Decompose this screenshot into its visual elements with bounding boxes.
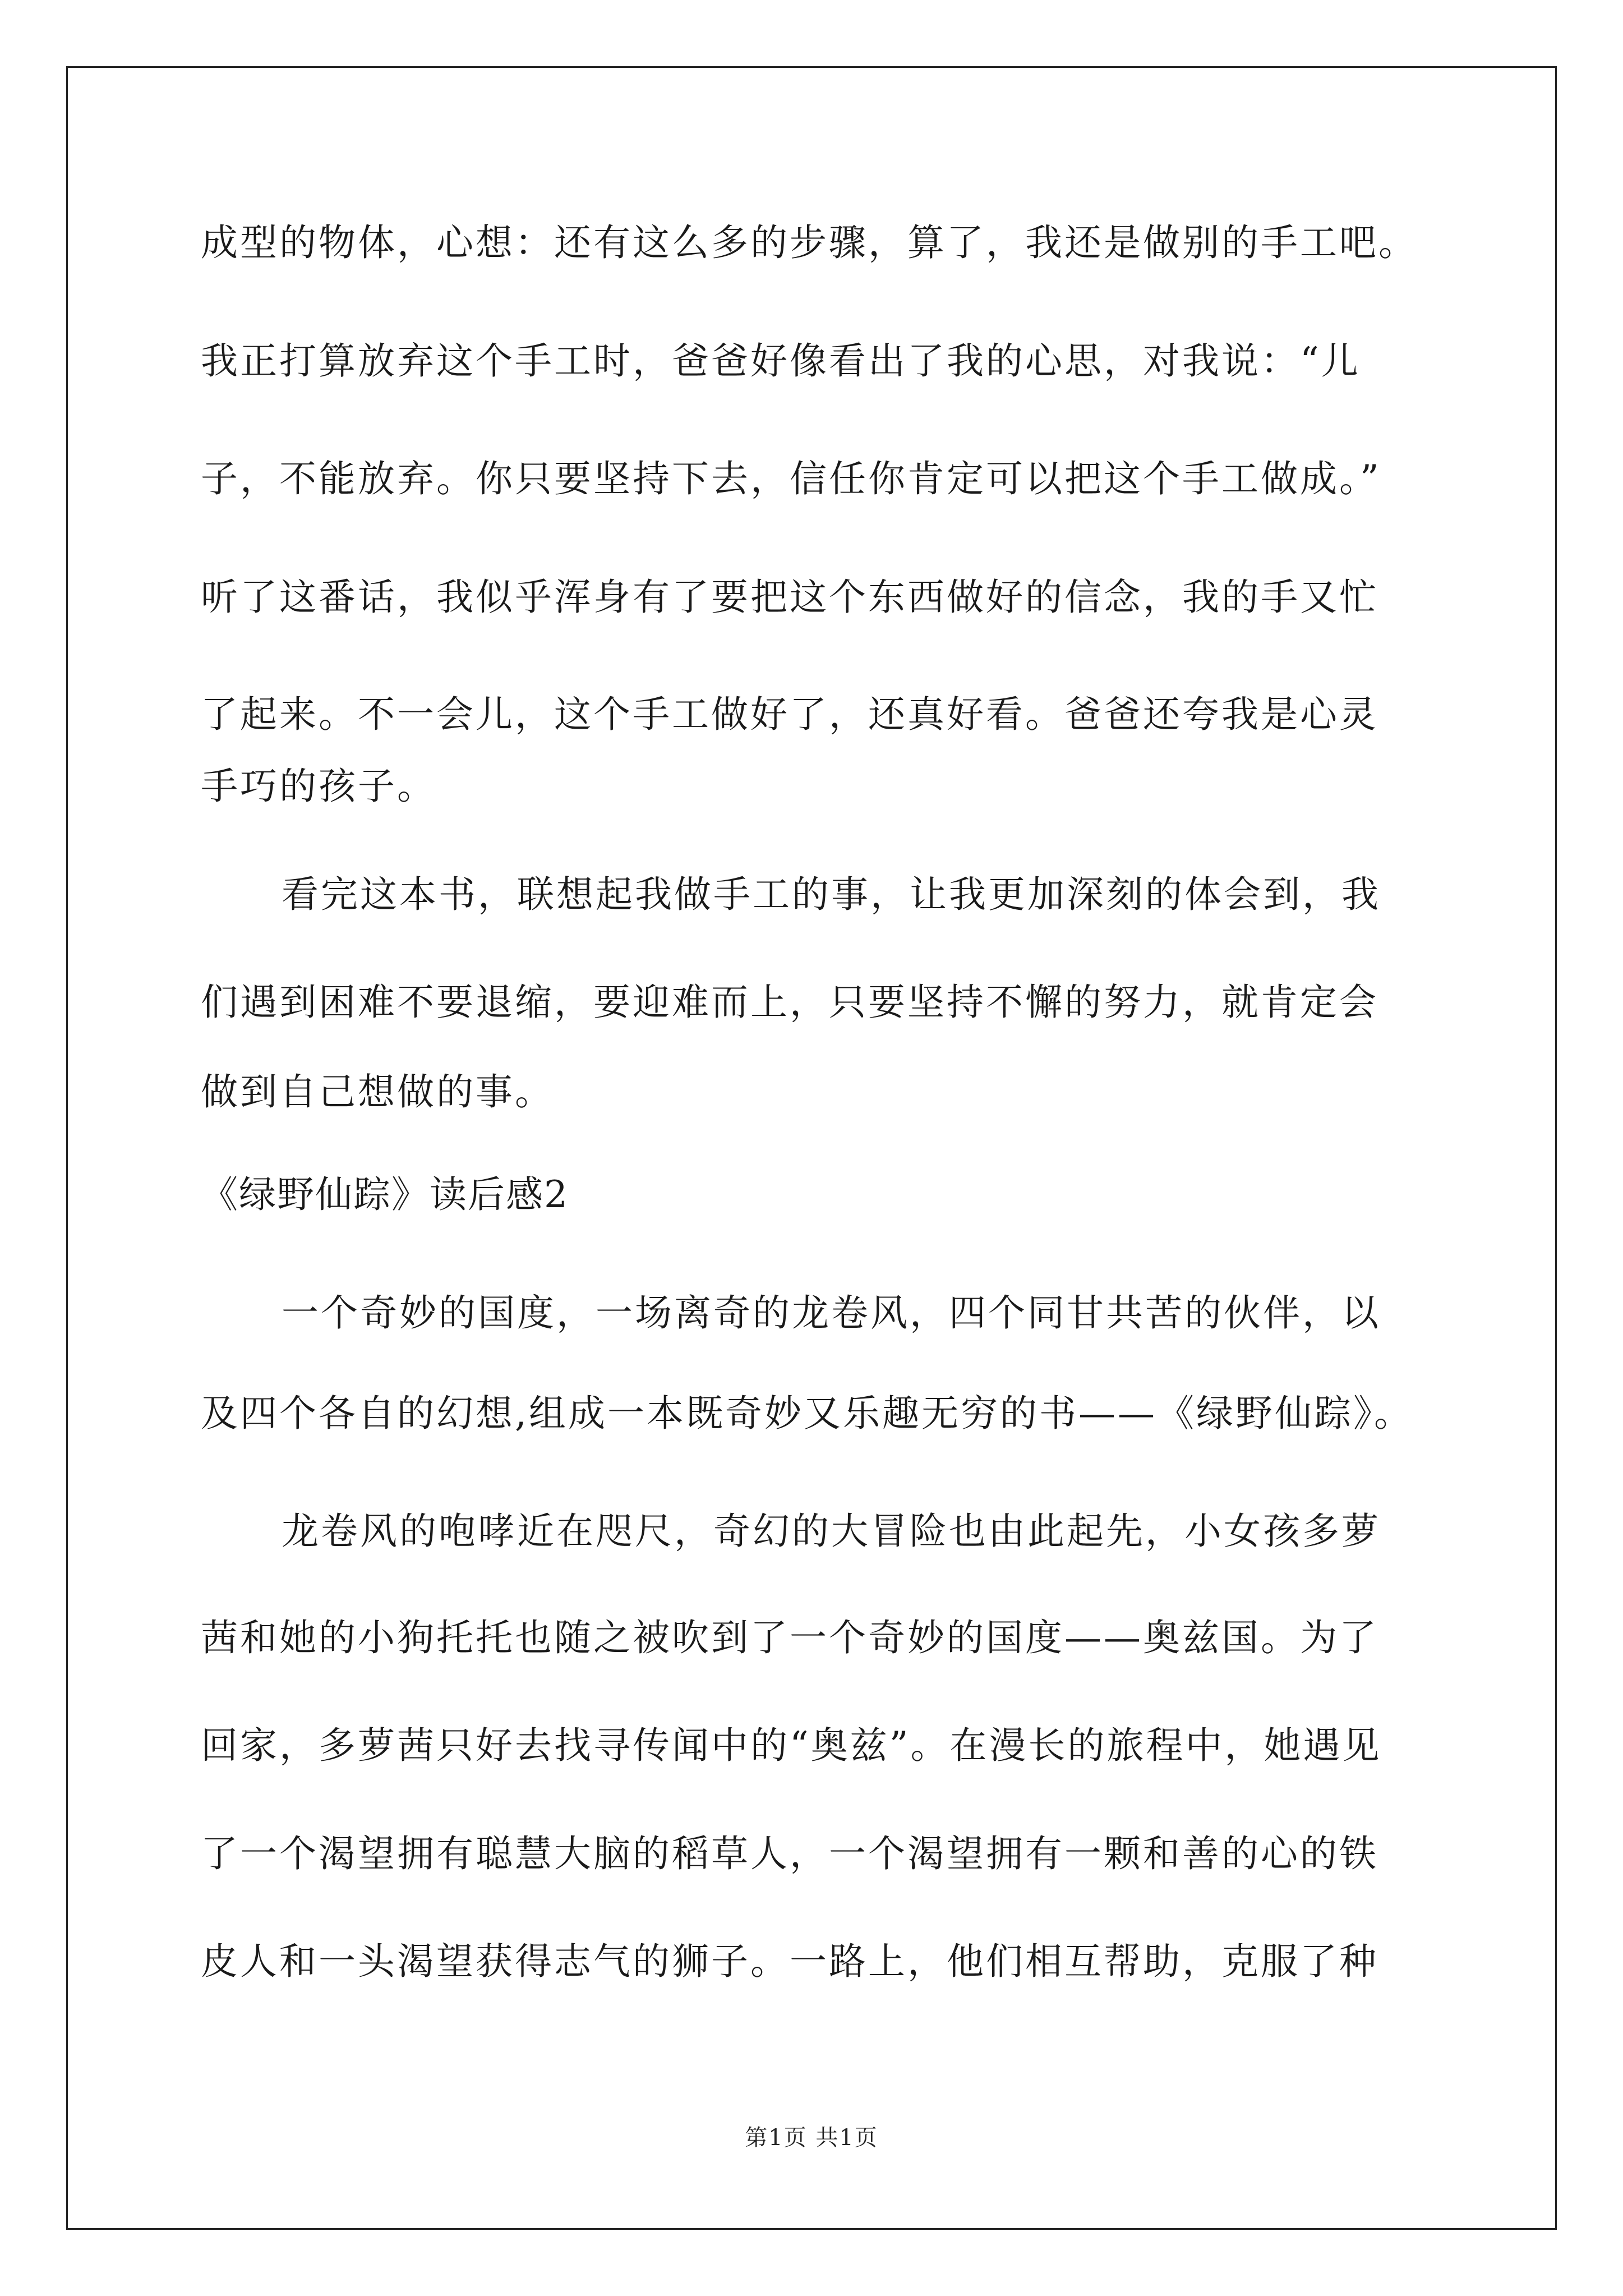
- text-line: 做到自己想做的事。: [201, 1070, 554, 1114]
- text-line: 我正打算放弃这个手工时，爸爸好像看出了我的心思，对我说：“儿: [201, 339, 1361, 383]
- text-line: 了起来。不一会儿，这个手工做好了，还真好看。爸爸还夸我是心灵: [201, 693, 1378, 736]
- text-line: 回家，多萝茜只好去找寻传闻中的“奥兹”。在漫长的旅程中，她遇见: [201, 1724, 1382, 1767]
- paragraph-first-line: 看完这本书，联想起我做手工的事，让我更加深刻的体会到，我: [282, 873, 1381, 916]
- text-line: 子，不能放弃。你只要坚持下去，信任你肯定可以把这个手工做成。”: [201, 457, 1381, 500]
- text-line: 茜和她的小狗托托也随之被吹到了一个奇妙的国度——奥兹国。为了: [201, 1616, 1378, 1659]
- page-frame: [66, 66, 1557, 2230]
- section-heading: 《绿野仙踪》读后感2: [201, 1173, 569, 1216]
- text-line: 成型的物体，心想：还有这么多的步骤，算了，我还是做别的手工吧。: [201, 221, 1418, 264]
- text-line: 们遇到困难不要退缩，要迎难而上，只要坚持不懈的努力，就肯定会: [201, 981, 1378, 1024]
- text-line: 手巧的孩子。: [201, 765, 436, 808]
- text-line: 了一个渴望拥有聪慧大脑的稻草人，一个渴望拥有一颗和善的心的铁: [201, 1832, 1378, 1875]
- paragraph-first-line: 一个奇妙的国度，一场离奇的龙卷风，四个同甘共苦的伙伴，以: [282, 1291, 1381, 1335]
- text-line: 及四个各自的幻想,组成一本既奇妙又乐趣无穷的书——《绿野仙踪》。: [201, 1392, 1413, 1435]
- text-line: 皮人和一头渴望获得志气的狮子。一路上，他们相互帮助，克服了种: [201, 1940, 1378, 1983]
- text-line: 听了这番话，我似乎浑身有了要把这个东西做好的信念，我的手又忙: [201, 576, 1378, 619]
- paragraph-first-line: 龙卷风的咆哮近在咫尺，奇幻的大冒险也由此起先，小女孩多萝: [282, 1510, 1381, 1553]
- page-number-footer: 第1页 共1页: [745, 2125, 878, 2151]
